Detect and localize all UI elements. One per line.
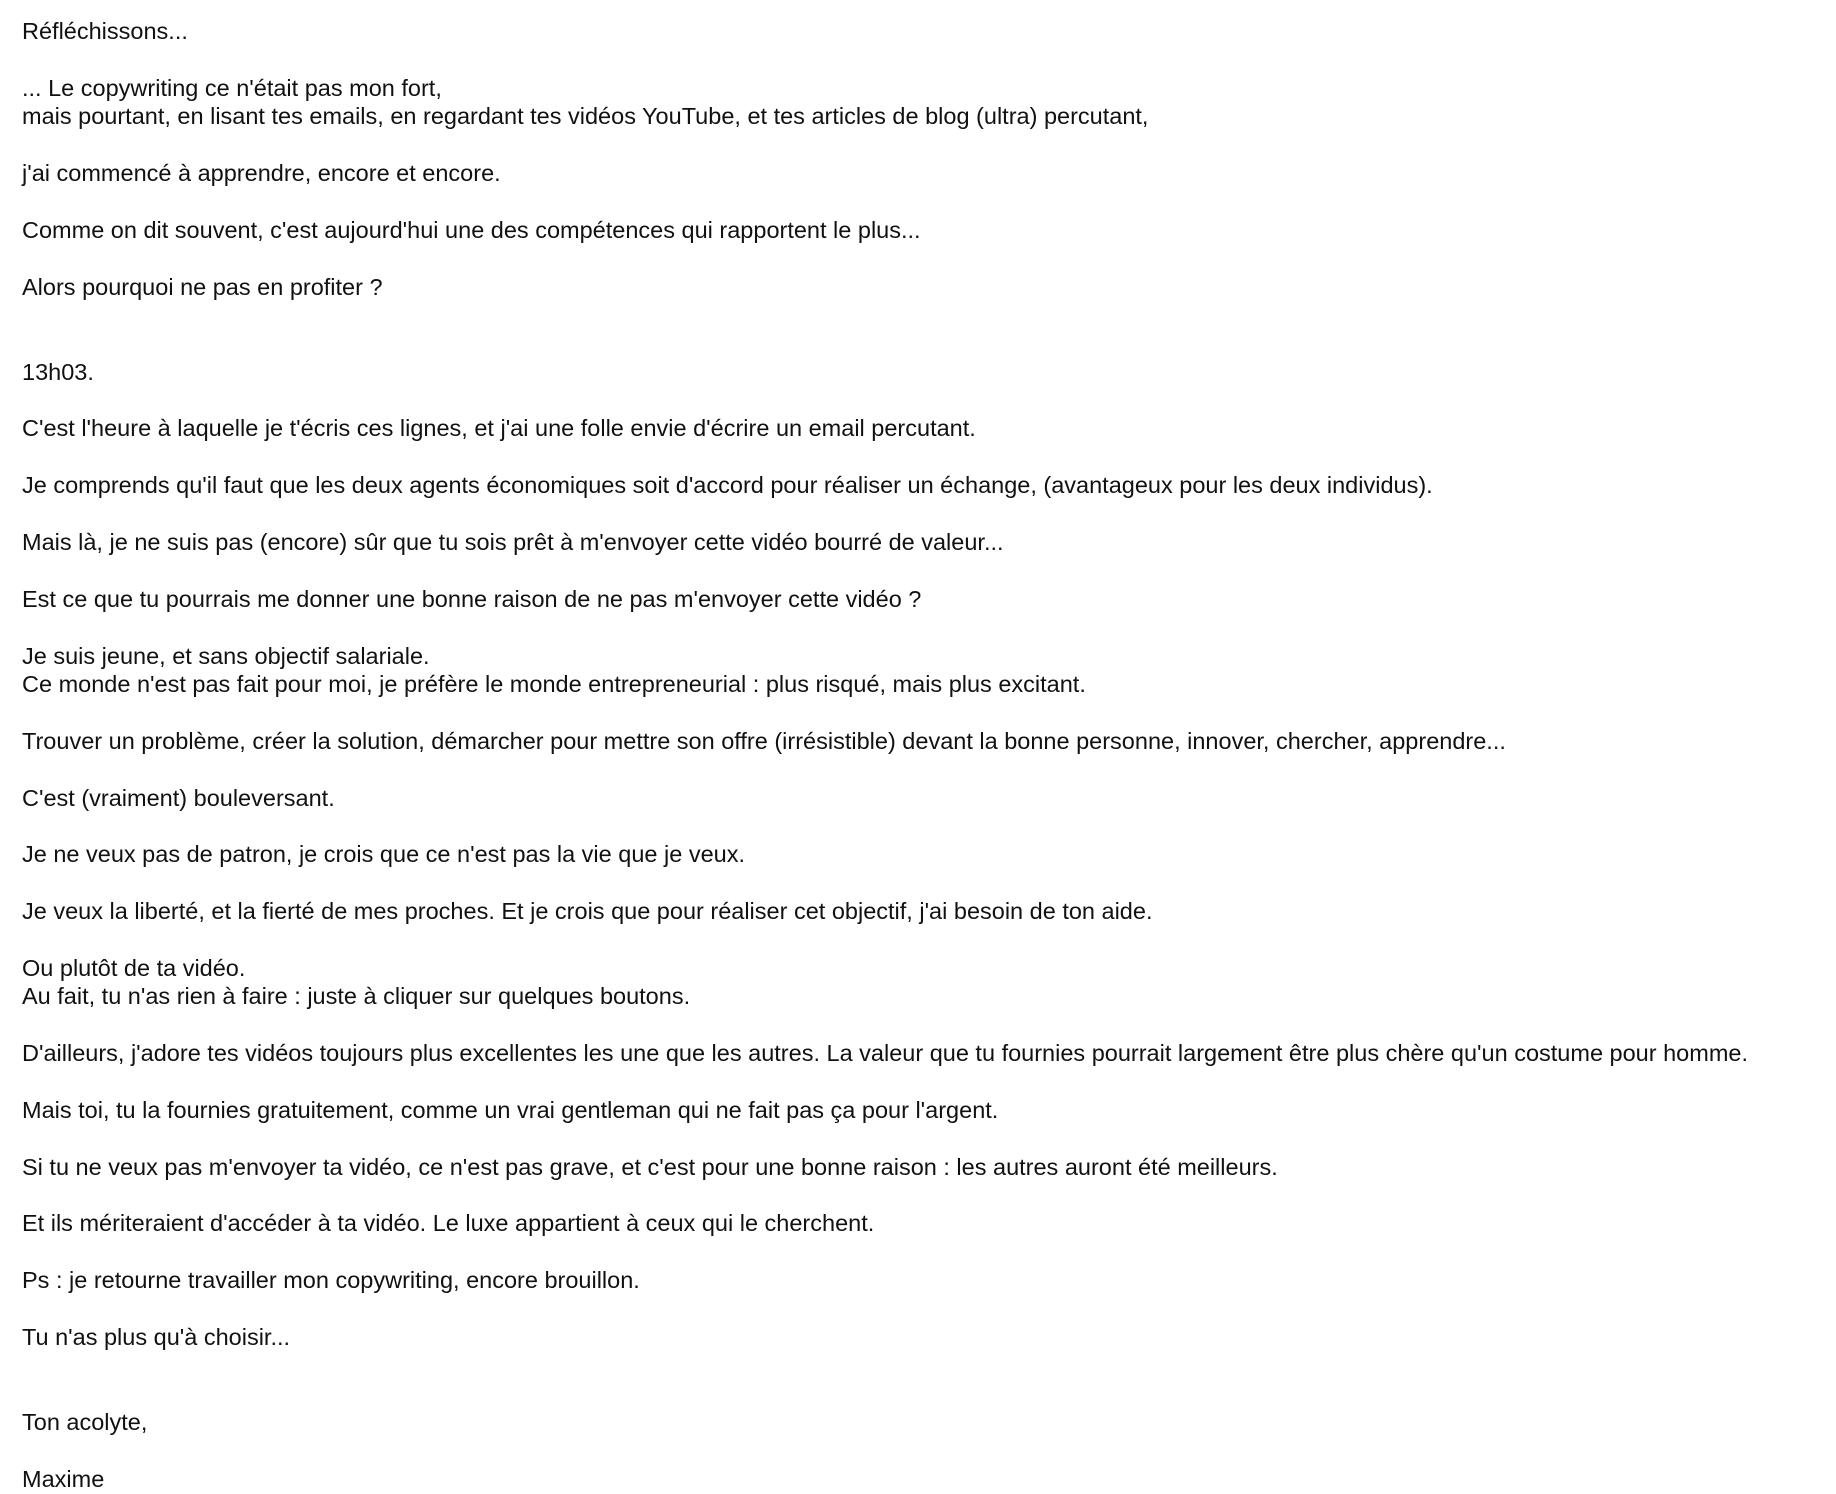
email-body	[22, 17, 1822, 1493]
blank-line	[22, 1124, 1822, 1152]
email-text-line: j'ai commencé à apprendre, encore et encore.	[22, 159, 501, 186]
email-text-line: Ou plutôt de ta vidéo.	[22, 954, 246, 981]
blank-line	[22, 613, 1822, 641]
email-text-line: Est ce que tu pourrais me donner une bonne raison de ne pas m'envoyer cette vidéo ?	[22, 585, 922, 612]
email-text-line: C'est (vraiment) bouleversant.	[22, 784, 335, 811]
email-text-line: Mais toi, tu la fournies gratuitement, comme un vrai gentleman qui ne fait pas ça pour l'argent.	[22, 1096, 999, 1123]
email-text-line: Mais là, je ne suis pas (encore) sûr que tu sois prêt à m'envoyer cette vidéo bourré de valeur...	[22, 529, 1004, 556]
blank-line	[22, 1380, 1822, 1408]
email-text-line: Réfléchissons...	[22, 18, 188, 44]
blank-line	[22, 812, 1822, 840]
blank-line	[22, 443, 1822, 471]
email-text-line: mais pourtant, en lisant tes emails, en regardant tes vidéos YouTube, et tes articles de blog (ultra) percutant,	[22, 103, 1149, 130]
blank-line	[22, 1181, 1822, 1209]
blank-line	[22, 755, 1822, 783]
blank-line	[22, 301, 1822, 329]
blank-line	[22, 329, 1822, 357]
email-text-line: C'est l'heure à laquelle je t'écris ces lignes, et j'ai une folle envie d'écrire un email percutant.	[22, 415, 976, 442]
blank-line	[22, 1351, 1822, 1379]
blank-line	[22, 386, 1822, 414]
blank-line	[22, 926, 1822, 954]
email-text-line: Je suis jeune, et sans objectif salariale.	[22, 642, 430, 669]
email-text-line: Maxime	[22, 1465, 105, 1492]
blank-line	[22, 1238, 1822, 1266]
blank-line	[22, 500, 1822, 528]
email-text-line: Ce monde n'est pas fait pour moi, je préfère le monde entrepreneurial : plus risqué, mais plus excitant.	[22, 670, 1086, 697]
email-text-line: D'ailleurs, j'adore tes vidéos toujours plus excellentes les une que les autres. La valeur que tu fournies pourrait largement être plus chère qu'un costume pour homme.	[22, 1040, 1748, 1067]
blank-line	[22, 131, 1822, 159]
blank-line	[22, 1295, 1822, 1323]
blank-line	[22, 1067, 1822, 1095]
email-text-line: Alors pourquoi ne pas en profiter ?	[22, 273, 383, 300]
blank-line	[22, 45, 1822, 73]
email-text-line: Au fait, tu n'as rien à faire : juste à cliquer sur quelques boutons.	[22, 983, 691, 1010]
email-text-line: Trouver un problème, créer la solution, démarcher pour mettre son offre (irrésistible) devant la bonne personne, innover, chercher, apprendre...	[22, 727, 1506, 754]
email-text-line: Je comprends qu'il faut que les deux agents économiques soit d'accord pour réaliser un échange, (avantageux pour les deux individus).	[22, 472, 1433, 499]
email-text-line: Ps : je retourne travailler mon copywriting, encore brouillon.	[22, 1267, 640, 1294]
email-text-line: Je veux la liberté, et la fierté de mes proches. Et je crois que pour réaliser cet objectif, j'ai besoin de ton aide.	[22, 898, 1153, 925]
blank-line	[22, 556, 1822, 584]
blank-line	[22, 1437, 1822, 1465]
email-text-line: Si tu ne veux pas m'envoyer ta vidéo, ce n'est pas grave, et c'est pour une bonne raison : les autres auront été meilleurs.	[22, 1153, 1278, 1180]
email-text-line: Je ne veux pas de patron, je crois que ce n'est pas la vie que je veux.	[22, 841, 745, 868]
email-text-line: 13h03.	[22, 358, 94, 385]
email-text-line: Ton acolyte,	[22, 1409, 148, 1436]
blank-line	[22, 698, 1822, 726]
email-text-line: Comme on dit souvent, c'est aujourd'hui une des compétences qui rapportent le plus...	[22, 216, 921, 243]
email-text-line: Et ils mériteraient d'accéder à ta vidéo. Le luxe appartient à ceux qui le cherchent.	[22, 1210, 875, 1237]
blank-line	[22, 1011, 1822, 1039]
blank-line	[22, 187, 1822, 215]
blank-line	[22, 869, 1822, 897]
email-text-line: Tu n'as plus qu'à choisir...	[22, 1323, 291, 1350]
email-text-line: ... Le copywriting ce n'était pas mon fort,	[22, 74, 442, 101]
blank-line	[22, 244, 1822, 272]
